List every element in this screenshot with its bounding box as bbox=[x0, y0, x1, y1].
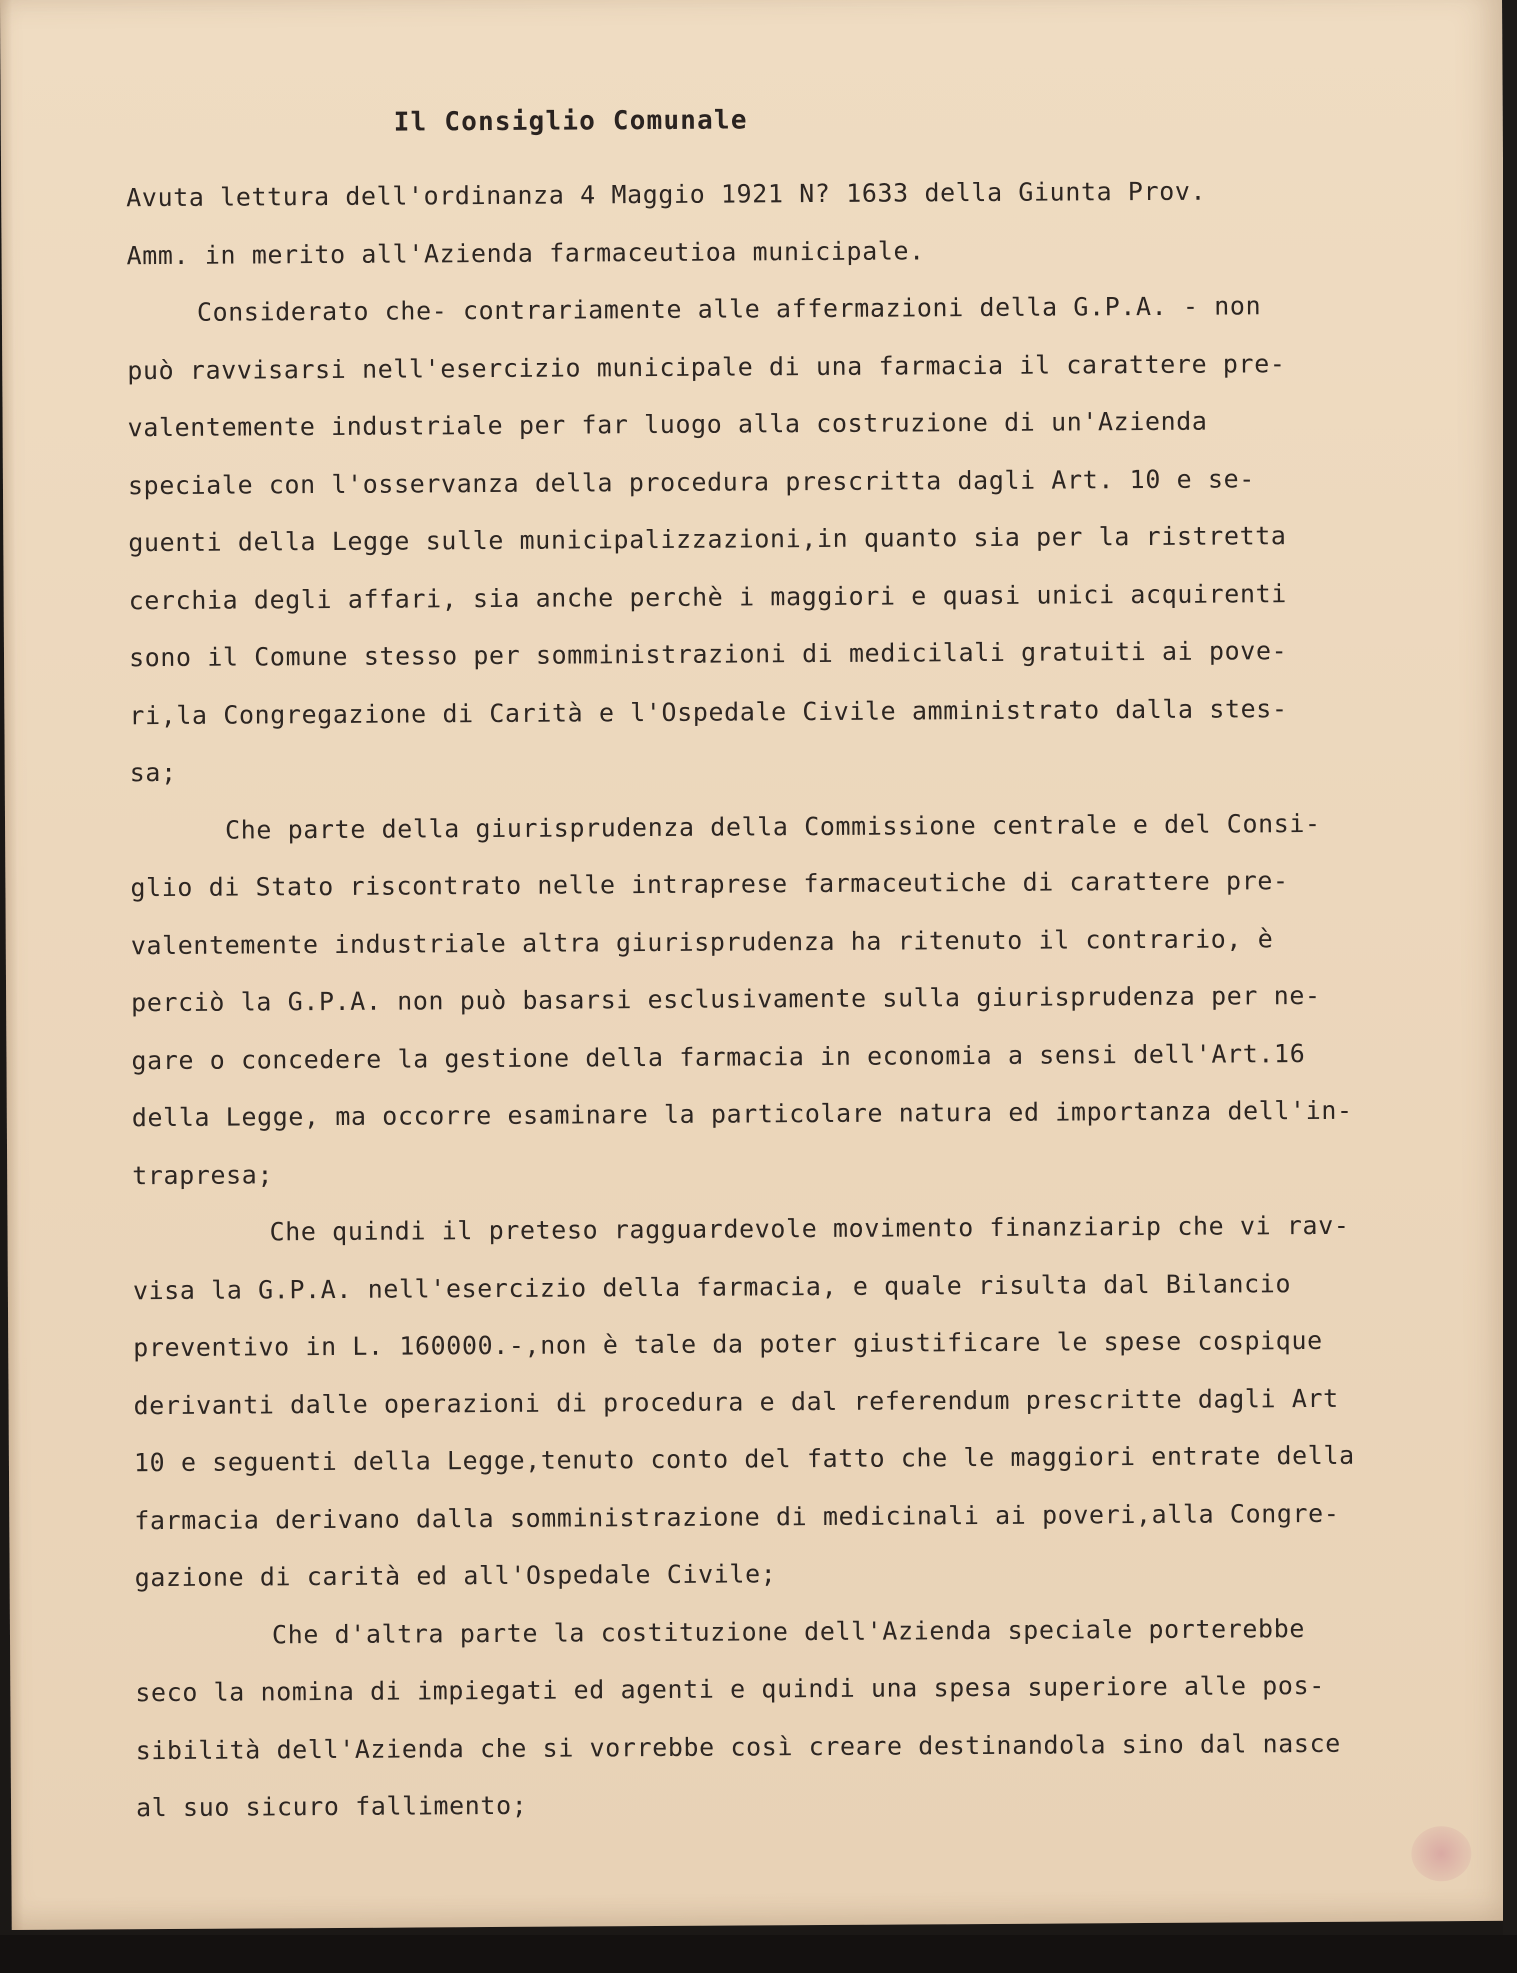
faded-stamp-mark bbox=[1411, 1826, 1471, 1881]
paper-edge-shadow bbox=[0, 0, 24, 1930]
text-line: della Legge, ma occorre esaminare la particolare natura ed importanza dell'in- bbox=[131, 1095, 1353, 1133]
text-line: speciale con l'osservanza della procedura prescritta dagli Art. 10 e se- bbox=[127, 463, 1255, 500]
text-line: seco la nomina di impiegati ed agenti e quindi una spesa superiore alle pos- bbox=[135, 1670, 1325, 1708]
text-line: preventivo in L. 160000.-,non è tale da poter giustificare le spese cospique bbox=[133, 1325, 1323, 1363]
text-line: Che d'altra parte la costituzione dell'Azienda speciale porterebbe bbox=[271, 1613, 1306, 1649]
text-line: gare o concedere la gestione della farmacia in economia a sensi dell'Art.16 bbox=[131, 1038, 1306, 1075]
text-line: al suo sicuro fallimento; bbox=[135, 1790, 528, 1823]
text-line: 10 e seguenti della Legge,tenuto conto del fatto che le maggiori entrate della bbox=[133, 1440, 1355, 1478]
text-line: visa la G.P.A. nell'esercizio della farmacia, e quale risulta dal Bilancio bbox=[132, 1268, 1292, 1305]
text-line: derivanti dalle operazioni di procedura e dal referendum prescritte dagli Art bbox=[133, 1383, 1339, 1420]
paragraph-2 bbox=[127, 276, 1475, 802]
text-line: glio di Stato riscontrato nelle intraprese farmaceutiche di carattere pre- bbox=[130, 866, 1289, 903]
text-line: ri,la Congregazione di Carità e l'Ospedale Civile amministrato dalla stes- bbox=[129, 693, 1288, 730]
text-line: perciò la G.P.A. non può basarsi esclusivamente sulla giurisprudenza per ne- bbox=[131, 980, 1321, 1018]
text-line: Che quindi il preteso ragguardevole movimento finanziarip che vi rav- bbox=[269, 1210, 1350, 1247]
paragraph-5 bbox=[135, 1598, 1481, 1836]
text-line: sibilità dell'Azienda che si vorrebbe così creare destinandola sino dal nasce bbox=[135, 1728, 1341, 1765]
text-line: sono il Comune stesso per somministrazioni di medicilali gratuiti ai pove- bbox=[128, 636, 1288, 673]
text-line: gazione di carità ed all'Ospedale Civile; bbox=[134, 1559, 777, 1593]
paragraph-3 bbox=[130, 794, 1477, 1205]
text-line: valentemente industriale per far luogo alla costruzione di un'Azienda bbox=[127, 406, 1208, 443]
text-line: Amm. in merito all'Azienda farmaceutioa municipale. bbox=[126, 235, 925, 270]
text-line: Considerato che- contrariamente alle affermazioni della G.P.A. - non bbox=[196, 291, 1262, 327]
text-line: Avuta lettura dell'ordinanza 4 Maggio 1921 N? 1633 della Giunta Prov. bbox=[126, 176, 1207, 213]
text-line: Che parte della giurisprudenza della Commissione centrale e del Consi- bbox=[224, 808, 1321, 845]
scanner-background-right bbox=[1503, 0, 1517, 1973]
paragraph-1 bbox=[126, 161, 1472, 284]
text-line: può ravvisarsi nell'esercizio municipale di una farmacia il carattere pre- bbox=[127, 348, 1286, 385]
text-line: farmacia derivano dalla somministrazione di medicinali ai poveri,alla Congre- bbox=[134, 1498, 1340, 1535]
text-line: sa; bbox=[129, 757, 177, 788]
text-line: guenti della Legge sulle municipalizzazioni,in quanto sia per la ristretta bbox=[128, 521, 1287, 558]
text-line: cerchia degli affari, sia anche perchè i maggiori e quasi unici acquirenti bbox=[128, 578, 1287, 615]
text-line: valentemente industriale altra giurisprudenza ha ritenuto il contrario, è bbox=[130, 923, 1274, 960]
document-title: Il Consiglio Comunale bbox=[393, 105, 748, 138]
paragraph-4 bbox=[132, 1196, 1479, 1607]
typed-document bbox=[126, 101, 1482, 1837]
text-line: trapresa; bbox=[132, 1159, 274, 1190]
scanner-background-bottom bbox=[0, 1935, 1517, 1973]
